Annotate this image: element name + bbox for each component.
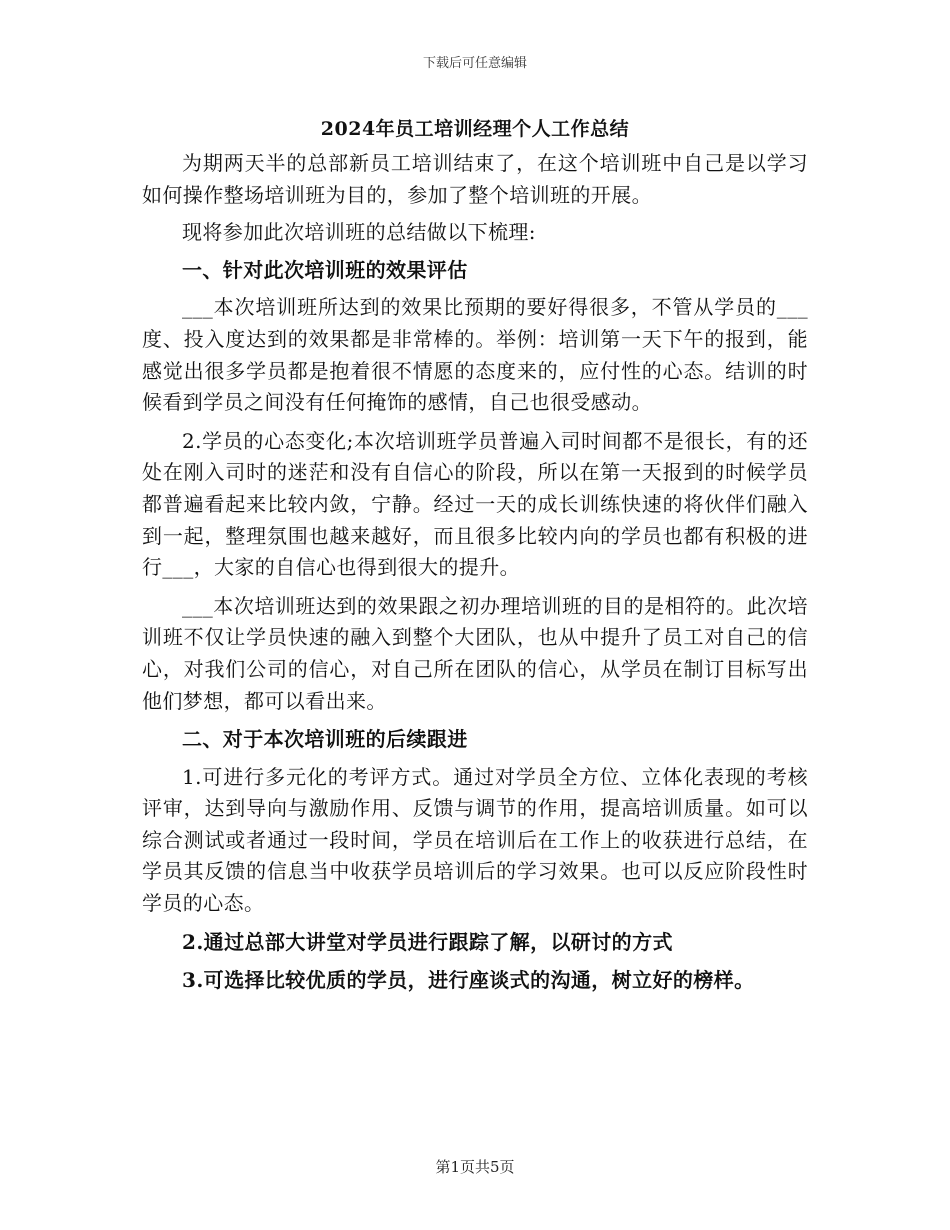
page-indicator: 第1页共5页 [435, 1158, 515, 1176]
followup-point-3: 3.可选择比较优质的学员，进行座谈式的沟通，树立好的榜样。 [182, 968, 755, 993]
section-heading-evaluation: 一、针对此次培训班的效果评估 [182, 257, 468, 282]
followup-point-2: 2.通过总部大讲堂对学员进行跟踪了解，以研讨的方式 [182, 929, 673, 954]
header-note: 下载后可任意编辑 [422, 56, 527, 71]
document-body [142, 148, 808, 997]
summary-intro-paragraph: 现将参加此次培训班的总结做以下梳理: [182, 220, 536, 245]
document-title: 2024年员工培训经理个人工作总结 [320, 118, 630, 140]
evaluation-paragraph-1: ___本次培训班所达到的效果比预期的要好得很多，不管从学员的___度、投入度达到的效果都是非常棒的。举例：培训第一天下午的报到，能感觉出很多学员都是抱着很不情愿的态度来的，应付性的心态。结训的时候看到学员之间没有任何掩饰的感情，自己也很受感动。 [142, 295, 808, 415]
evaluation-paragraph-3: ___本次培训班达到的效果跟之初办理培训班的目的是相符的。此次培训班不仅让学员快速的融入到整个大团队，也从中提升了员工对自己的信心，对我们公司的信心，对自己所在团队的信心，从学员在制订目标写出他们梦想，都可以看出来。 [142, 593, 808, 713]
section-heading-followup: 二、对于本次培训班的后续跟进 [182, 727, 468, 752]
intro-paragraph: 为期两天半的总部新员工培训结束了，在这个培训班中自己是以学习如何操作整场培训班为目的，参加了整个培训班的开展。 [142, 151, 808, 207]
evaluation-paragraph-2: 2.学员的心态变化;本次培训班学员普遍入司时间都不是很长，有的还处在刚入司时的迷茫和没有自信心的阶段，所以在第一天报到的时候学员都普遍看起来比较内敛，宁静。经过一天的成长训练快速的将伙伴们融入到一起，整理氛围也越来越好，而且很多比较内向的学员也都有积极的进行___，大家的自信心也得到很大的提升。 [142, 428, 808, 580]
followup-paragraph-1: 1.可进行多元化的考评方式。通过对学员全方位、立体化表现的考核评审，达到导向与激励作用、反馈与调节的作用，提高培训质量。如可以综合测试或者通过一段时间，学员在培训后在工作上的收获进行总结，在学员其反馈的信息当中收获学员培训后的学习效果。也可以反应阶段性时学员的心态。 [142, 764, 808, 916]
